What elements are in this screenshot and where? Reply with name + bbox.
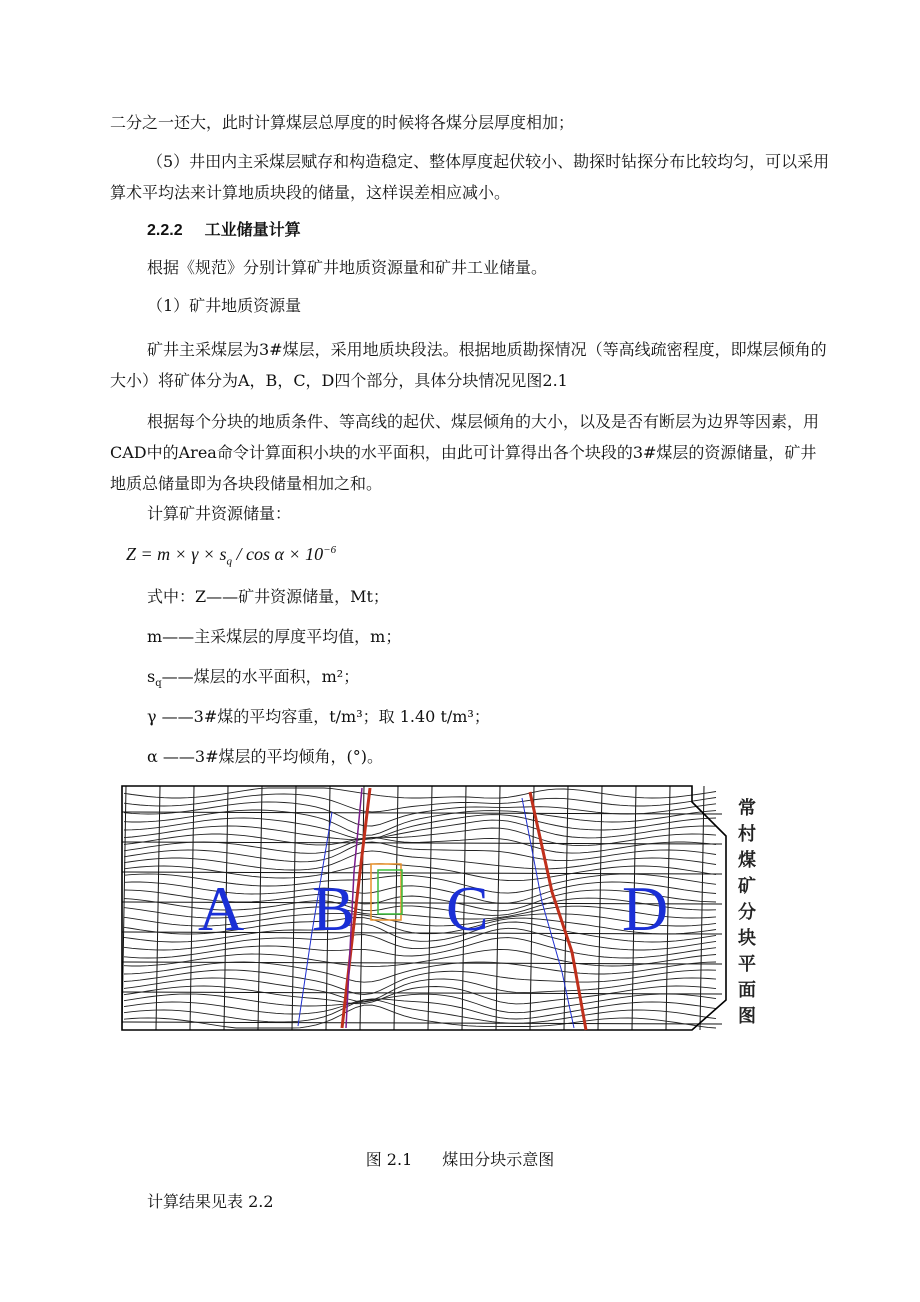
section-number: 2.2.2 bbox=[147, 222, 183, 239]
grid-line-vertical bbox=[156, 786, 160, 1030]
paragraph-method: 矿井主采煤层为3#煤层，采用地质块段法。根据地质勘探情况（等高线疏密程度，即煤层倾角的大小）将矿体分为A，B，C，D四个部分，具体分块情况见图2.1 bbox=[110, 340, 827, 390]
coal-field-block-map bbox=[116, 782, 732, 1034]
paragraph-intro: 根据《规范》分别计算矿井地质资源量和矿井工业储量。 bbox=[147, 258, 548, 277]
block-label-a: A bbox=[198, 873, 245, 944]
legend-m: m——主采煤层的厚度平均值，m； bbox=[147, 627, 402, 646]
subheading-resource: （1）矿井地质资源量 bbox=[147, 296, 302, 315]
contour-line bbox=[124, 788, 716, 798]
block-label-c: C bbox=[446, 873, 489, 944]
legend-alpha: α ——3#煤层的平均倾角，(°)。 bbox=[147, 747, 383, 766]
paragraph-continuation: 二分之一还大，此时计算煤层总厚度的时候将各煤分层厚度相加； bbox=[110, 113, 575, 132]
block-label-d: D bbox=[622, 873, 669, 944]
paragraph-calculation: 根据每个分块的地质条件、等高线的起伏、煤层倾角的大小，以及是否有断层为边界等因素，用CAD中的Area命令计算面积小块的水平面积，由此可计算得出各个块段的3#煤层的资源储量，矿井地质总储量即为各块段储量相加之和。 bbox=[110, 412, 820, 493]
grid-line-vertical bbox=[360, 786, 364, 1030]
closing-sentence: 计算结果见表 2.2 bbox=[147, 1192, 274, 1211]
figure-caption bbox=[0, 1148, 920, 1172]
block-label-b: B bbox=[312, 873, 355, 944]
contour-line bbox=[124, 1005, 716, 1028]
legend-z: 式中：Z——矿井资源储量，Mt； bbox=[147, 587, 389, 606]
figure-caption-number: 图 2.1 bbox=[365, 1150, 413, 1169]
paragraph-item-5: （5）井田内主采煤层赋存和构造稳定、整体厚度起伏较小、勘探时钻探分布比较均匀，可以采用算术平均法来计算地质块段的储量，这样误差相应减小。 bbox=[110, 152, 830, 202]
contour-line bbox=[124, 999, 716, 1019]
legend-gamma: γ ——3#煤的平均容重，t/m³；取 1.40 t/m³； bbox=[147, 707, 490, 726]
paragraph-formula-intro: 计算矿井资源储量： bbox=[147, 504, 292, 523]
formula-sup: −6 bbox=[323, 544, 337, 556]
legend-sq bbox=[147, 665, 359, 696]
fault-line-cd-red bbox=[530, 792, 586, 1030]
section-heading bbox=[147, 218, 301, 243]
figure-caption-text: 煤田分块示意图 bbox=[442, 1150, 555, 1169]
section-title: 工业储量计算 bbox=[204, 220, 301, 239]
legend-sq-symbol: s bbox=[147, 667, 156, 686]
grid-line-horizontal bbox=[122, 992, 722, 994]
map-side-title: 常村煤矿分块平面图 bbox=[738, 798, 756, 1027]
formula-sub: q bbox=[226, 555, 233, 568]
legend-sq-text: ——煤层的水平面积，m²； bbox=[161, 667, 360, 686]
legend-sq-sub: q bbox=[155, 678, 162, 690]
contour-line bbox=[124, 820, 716, 840]
contour-line bbox=[124, 851, 716, 870]
contour-line bbox=[124, 842, 716, 862]
formula-mid: / cos α × 10 bbox=[232, 544, 324, 564]
reserve-formula bbox=[126, 538, 336, 574]
formula-lhs: Z = m × γ × s bbox=[126, 544, 227, 564]
contour-line bbox=[124, 978, 716, 1002]
grid-line-vertical bbox=[700, 786, 704, 1030]
